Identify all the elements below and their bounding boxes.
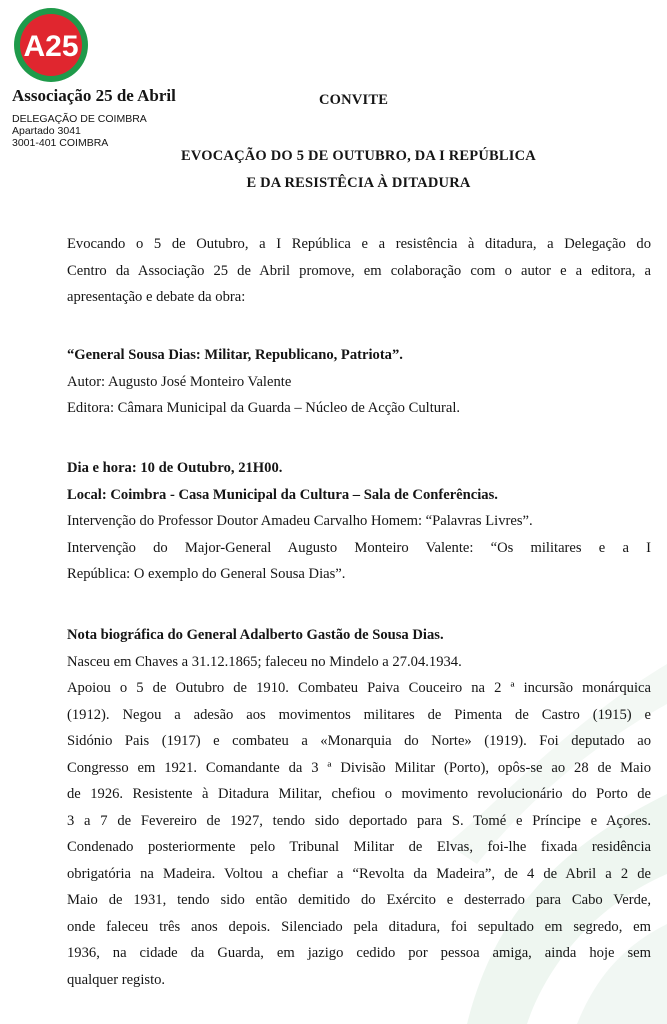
book-publisher: Editora: Câmara Municipal da Guarda – Núcleo de Acção Cultural. xyxy=(67,400,461,416)
event-talk-2-line-1: Intervenção do Major-General Augusto Monteiro Valente: “Os militares e a I xyxy=(67,539,651,556)
book-title: “General Sousa Dias: Militar, Republicano, Patriota”. xyxy=(67,347,403,363)
intro-paragraph xyxy=(67,231,651,311)
biography-section xyxy=(67,622,651,993)
event-datetime: Dia e hora: 10 de Outubro, 21H00. xyxy=(67,460,283,476)
intro-line-1: Evocando o 5 de Outubro, a I República e a resistência à ditadura, a Delegação do xyxy=(67,236,651,252)
delegation-label: DELEGAÇÃO DE COIMBRA xyxy=(12,113,147,125)
bio-line-12: 1936, na cidade da Guarda, em jazigo cedido por pessoa amiga, ainda hoje sem xyxy=(67,945,651,961)
event-title-line1: EVOCAÇÃO DO 5 DE OUTUBRO, DA I REPÚBLICA xyxy=(181,148,536,164)
bio-line-3: (1912). Negou a adesão aos movimentos militares de Pimenta de Castro (1915) e xyxy=(67,706,651,723)
bio-line-5: Congresso em 1921. Comandante da 3 ª Divisão Militar (Porto), opôs-se ao 28 de Maio xyxy=(67,759,651,776)
bio-line-2: Apoiou o 5 de Outubro de 1910. Combateu Paiva Couceiro na 2 ª incursão monárquica xyxy=(67,680,651,696)
book-info xyxy=(67,342,651,422)
bio-line-13: qualquer registo. xyxy=(67,971,166,988)
po-box-label: Apartado 3041 xyxy=(12,125,81,137)
bio-line-11: onde faleceu três anos depois. Silenciado pela ditadura, foi sepultado em segredo, em xyxy=(67,918,651,935)
event-title-line2: E DA RESISTÊCIA À DITADURA xyxy=(246,175,471,191)
bio-line-7: 3 a 7 de Fevereiro de 1927, tendo sido deportado para S. Tomé e Príncipe e Açores. xyxy=(67,812,651,829)
organization-name: Associação 25 de Abril xyxy=(12,86,176,105)
book-author: Autor: Augusto José Monteiro Valente xyxy=(67,373,292,390)
bio-line-8: Condenado posteriormente pelo Tribunal Militar de Elvas, foi-lhe fixada residência xyxy=(67,839,651,855)
postal-label: 3001-401 COIMBRA xyxy=(12,137,109,149)
bio-heading: Nota biográfica do General Adalberto Gastão de Sousa Dias. xyxy=(67,627,444,643)
event-location: Local: Coimbra - Casa Municipal da Cultura – Sala de Conferências. xyxy=(67,486,498,503)
bio-line-10: Maio de 1931, tendo sido então demitido do Exército e desterrado para Cabo Verde, xyxy=(67,892,651,908)
intro-line-3: apresentação e debate da obra: xyxy=(67,289,246,305)
bio-line-9: obrigatória na Madeira. Voltou a chefiar a “Revolta da Madeira”, de 4 de Abril a 2 de xyxy=(67,865,651,882)
document-type-heading: CONVITE xyxy=(319,92,389,108)
association-logo xyxy=(12,6,90,84)
event-talk-2-line-2: República: O exemplo do General Sousa Dias”. xyxy=(67,566,346,582)
event-talk-1: Intervenção do Professor Doutor Amadeu Carvalho Homem: “Palavras Livres”. xyxy=(67,513,533,529)
bio-line-1: Nasceu em Chaves a 31.12.1865; faleceu no Mindelo a 27.04.1934. xyxy=(67,653,462,670)
intro-line-2: Centro da Associação 25 de Abril promove, em colaboração com o autor e a editora, a xyxy=(67,262,651,279)
bio-line-6: de 1926. Resistente à Ditadura Militar, chefiou o movimento revolucionário do Porto de xyxy=(67,786,651,802)
event-info xyxy=(67,455,651,588)
logo-text: A25 xyxy=(23,30,79,63)
bio-line-4: Sidónio Pais (1917) e combateu a «Monarquia do Norte» (1919). Foi deputado ao xyxy=(67,733,651,749)
